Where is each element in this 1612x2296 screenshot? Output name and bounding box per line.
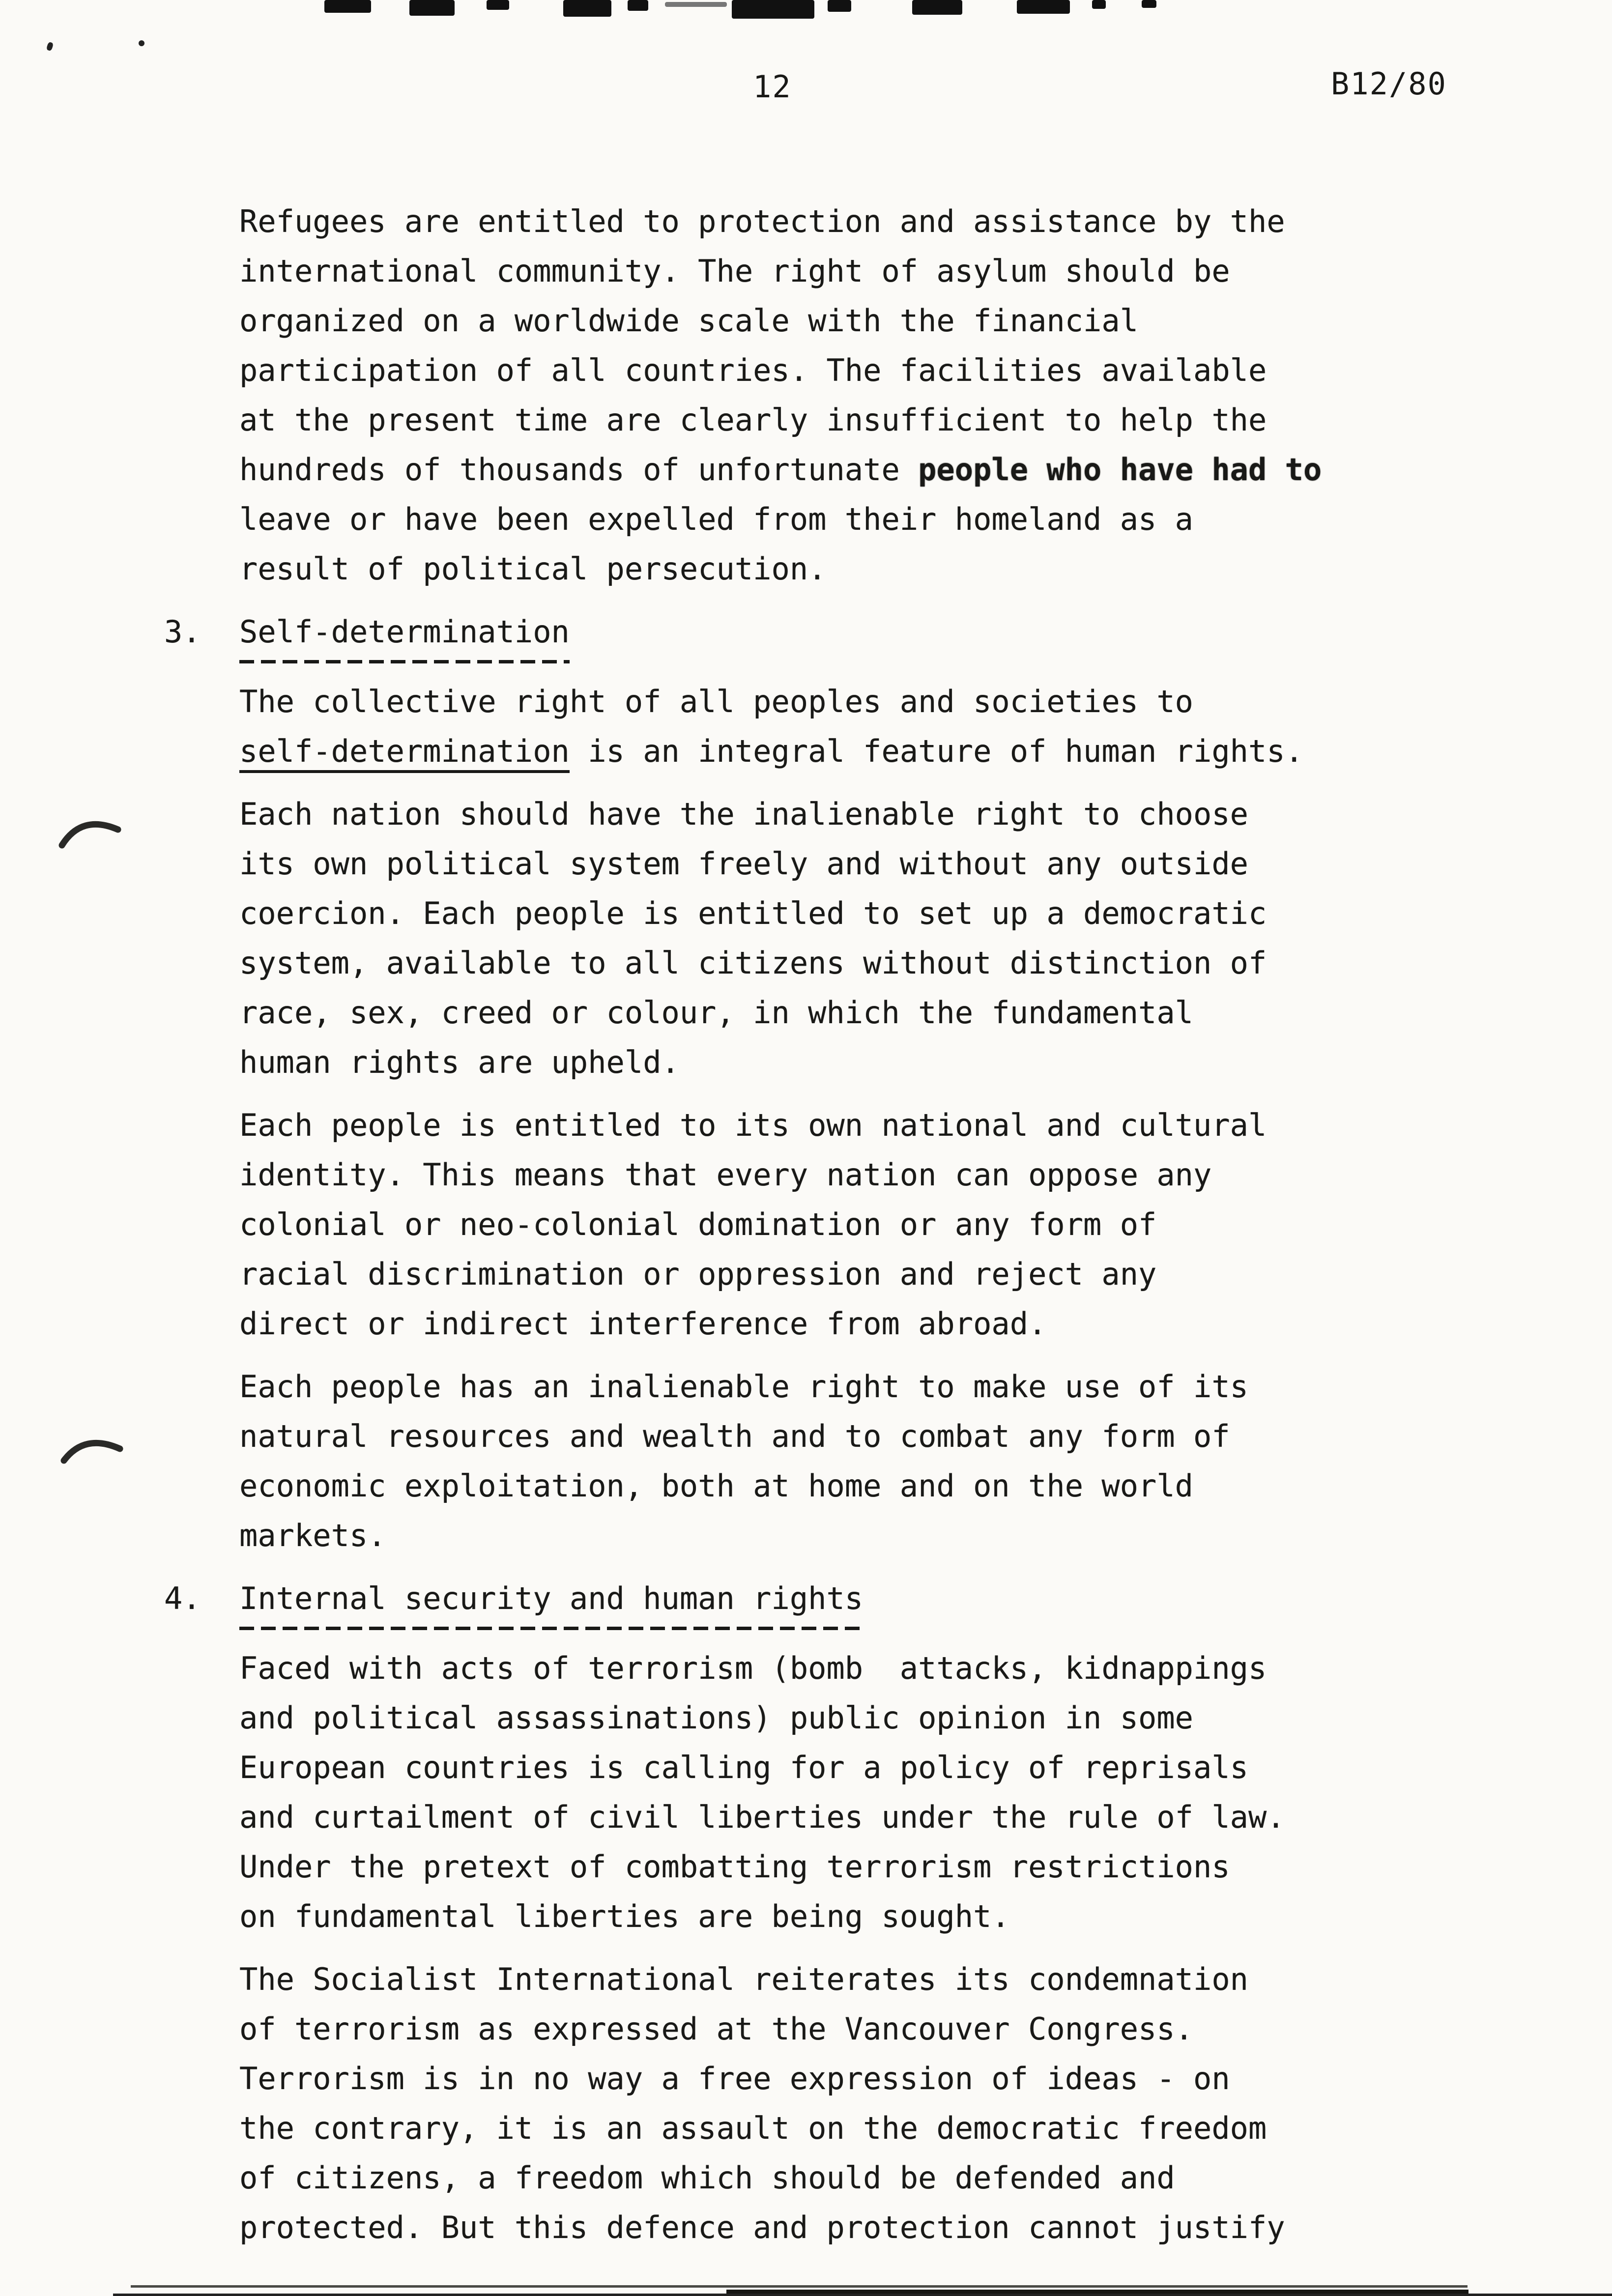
text-line: its own political system freely and without any outside — [239, 846, 1248, 882]
section-number: 4. — [164, 1580, 201, 1616]
scan-mark — [628, 0, 648, 11]
text-segment-underline: self-determination — [239, 733, 570, 773]
paragraph — [239, 1362, 1497, 1560]
text-line: participation of all countries. The facilities available — [239, 352, 1267, 388]
text-line: coercion. Each people is entitled to set up a democratic — [239, 895, 1267, 931]
document-reference: B12/80 — [1331, 66, 1447, 102]
section-heading — [164, 1574, 1497, 1630]
scan-speck — [46, 42, 54, 52]
text-line — [239, 445, 1497, 494]
text-line: the contrary, it is an assault on the democratic freedom — [239, 2110, 1267, 2146]
scan-mark — [487, 0, 509, 10]
text-line: organized on a worldwide scale with the financial — [239, 303, 1139, 339]
section-number: 3. — [164, 614, 201, 650]
text-line: of citizens, a freedom which should be defended and — [239, 2160, 1175, 2196]
text-line: result of political persecution. — [239, 551, 827, 587]
text-line: leave or have been expelled from their homeland as a — [239, 501, 1194, 537]
scan-mark — [1142, 0, 1156, 8]
text-line: Each people has an inalienable right to make use of its — [239, 1369, 1248, 1405]
text-line — [239, 726, 1497, 776]
scan-mark — [732, 0, 814, 19]
section-title: Internal security and human rights — [239, 1574, 863, 1630]
margin-curve-mark — [58, 810, 122, 854]
text-line: and curtailment of civil liberties under the rule of law. — [239, 1799, 1285, 1835]
text-line: protected. But this defence and protection cannot justify — [239, 2210, 1285, 2245]
text-segment-plain: is an integral feature of human rights. — [569, 733, 1303, 769]
section-title: Self-determination — [239, 607, 570, 663]
scan-mark — [324, 0, 371, 13]
text-line: Refugees are entitled to protection and assistance by the — [239, 203, 1285, 239]
text-line: natural resources and wealth and to combat any form of — [239, 1418, 1230, 1454]
text-line: international community. The right of asylum should be — [239, 253, 1230, 289]
page-number: 12 — [753, 69, 792, 105]
text-line: on fundamental liberties are being sought. — [239, 1898, 1010, 1934]
paragraph — [239, 1643, 1497, 1941]
text-line: direct or indirect interference from abroad. — [239, 1306, 1047, 1342]
margin-curve-mark — [60, 1428, 124, 1472]
text-line: Faced with acts of terrorism (bomb attacks, kidnappings — [239, 1650, 1267, 1686]
text-line: of terrorism as expressed at the Vancouver Congress. — [239, 2011, 1194, 2047]
scan-mark — [665, 2, 727, 7]
scan-artifact-top-edge — [0, 0, 1612, 24]
text-line: identity. This means that every nation can oppose any — [239, 1157, 1212, 1193]
text-line: The Socialist International reiterates its condemnation — [239, 1961, 1248, 1997]
document-content — [164, 197, 1497, 2252]
paragraph — [239, 677, 1497, 776]
scan-artifact-bottom-edge — [113, 2294, 1612, 2296]
text-line: economic exploitation, both at home and on the world — [239, 1468, 1194, 1504]
scan-mark — [912, 0, 962, 15]
text-line: system, available to all citizens without distinction of — [239, 945, 1267, 981]
paragraph — [239, 789, 1497, 1087]
text-line: human rights are upheld. — [239, 1044, 680, 1080]
paragraph — [239, 1954, 1497, 2252]
scan-mark — [828, 0, 851, 12]
section-heading — [164, 607, 1497, 663]
text-line: European countries is calling for a policy of reprisals — [239, 1750, 1248, 1785]
scan-mark — [563, 0, 611, 17]
text-line: race, sex, creed or colour, in which the fundamental — [239, 995, 1194, 1031]
text-line: at the present time are clearly insufficient to help the — [239, 402, 1267, 438]
text-line: colonial or neo-colonial domination or any form of — [239, 1206, 1157, 1242]
text-segment-bold: people who have had to — [918, 452, 1322, 488]
text-segment-plain: hundreds of thousands of unfortunate — [239, 452, 919, 488]
paragraph — [239, 1100, 1497, 1349]
text-line: Terrorism is in no way a free expression of ideas - on — [239, 2061, 1230, 2096]
text-line: Under the pretext of combatting terrorism restrictions — [239, 1849, 1230, 1885]
text-line: markets. — [239, 1518, 386, 1553]
text-line: Each nation should have the inalienable right to choose — [239, 796, 1248, 832]
text-line: racial discrimination or oppression and reject any — [239, 1256, 1157, 1292]
text-line: Each people is entitled to its own national and cultural — [239, 1107, 1267, 1143]
scan-speck — [139, 40, 144, 46]
scan-mark — [409, 0, 455, 16]
text-line: and political assassinations) public opinion in some — [239, 1700, 1194, 1736]
scan-mark — [1092, 0, 1106, 9]
paragraph — [239, 197, 1497, 594]
scan-artifact-bottom-line — [131, 2285, 1468, 2288]
scan-mark — [1017, 0, 1070, 14]
text-line: The collective right of all peoples and societies to — [239, 684, 1194, 719]
